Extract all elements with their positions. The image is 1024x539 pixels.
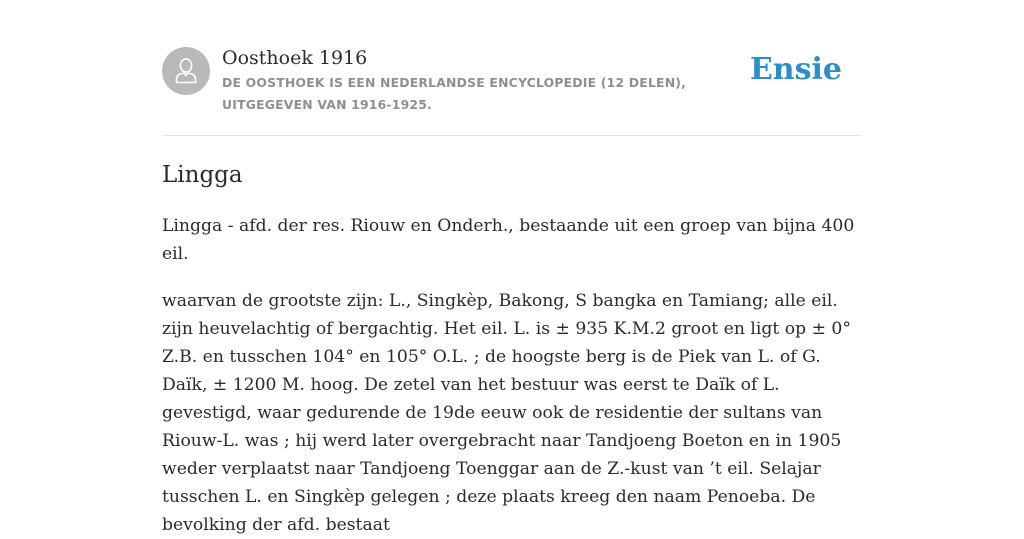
user-silhouette-icon[interactable] <box>162 47 210 95</box>
article <box>162 158 862 539</box>
header-divider <box>162 135 862 136</box>
ensie-logo-link[interactable]: Ensie <box>749 52 842 87</box>
source-title[interactable]: Oosthoek 1916 <box>222 47 368 69</box>
article-paragraph: Lingga - afd. der res. Riouw en Onderh., bestaande uit een groep van bijna 400 eil. <box>162 216 855 264</box>
article-title: Lingga <box>162 162 243 188</box>
source-description: DE OOSTHOEK IS EEN NEDERLANDSE ENCYCLOPEDIE (12 DELEN), UITGEGEVEN VAN 1916-1925. <box>222 75 687 112</box>
source-header <box>162 44 862 136</box>
article-paragraph: waarvan de grootste zijn: L., Singkèp, Bakong, S bangka en Tamiang; alle eil. zijn heuvelachtig of bergachtig. Het eil. L. is ± 935 K.M.2 groot en ligt op ± 0° Z.B. en tusschen 104° en 105° O.L. ; de hoogste berg is de Piek van L. of G. Daïk, ± 1200 M. hoog. De zetel van het bestuur was eerst te Daïk of L. gevestigd, waar gedurende de 19de eeuw ook de residentie der sultans van Riouw-L. was ; hij werd later overgebracht naar Tandjoeng Boeton en in 1905 weder verplaatst naar Tandjoeng Toenggar aan de Z.-kust van ’t eil. Selajar tusschen L. en Singkèp gelegen ; deze plaats kreeg den naam Penoeba. De bevolking der afd. bestaat <box>162 291 851 535</box>
